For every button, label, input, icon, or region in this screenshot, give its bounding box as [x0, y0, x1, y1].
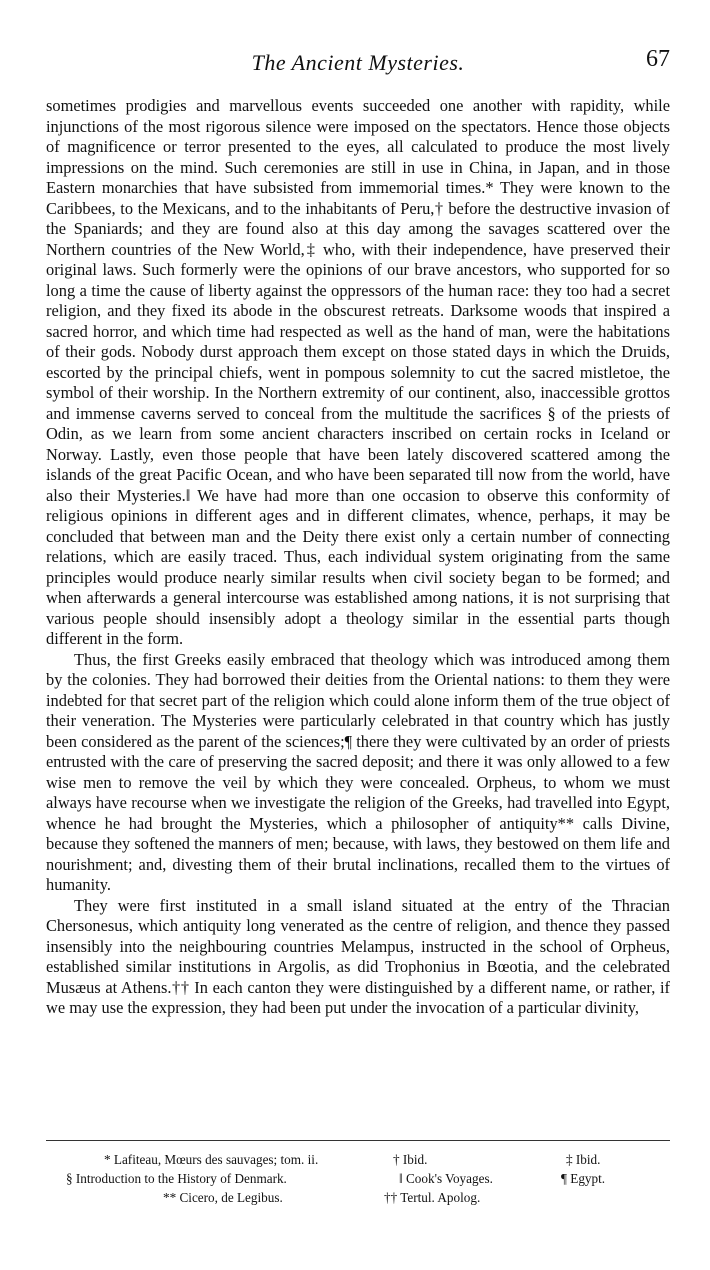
paragraph-3: They were first instituted in a small island situated at the entry of the Thracian Chersonesus, which antiquity long venerated as the centre of religion, and thence they passed insensibly into the neighbouring countries Melampus, instructed in the school of Orpheus, established similar institutions in Argolis, as did Trophonius in Bœotia, and the celebrated Musæus at Athens.†† In each canton they were distinguished by a different name, or rather, if we may use the expression, they had been put under the invocation of a particular divinity,: [46, 895, 670, 1017]
footnote-parallel: ‖ Cook's Voyages.: [399, 1171, 493, 1186]
paragraph-2: Thus, the first Greeks easily embraced that theology which was introduced among them by the colonies. They had borrowed their deities from the Oriental nations: to them they were indebted for that secret part of the religion which could alone inform them of the true object of their veneration. The Mysteries were particularly celebrated in that country which has justly been considered as the parent of the sciences;¶ there they were cultivated by an order of priests entrusted with the care of preserving the sacred deposit; and there it was only allowed to a few wise men to remove the veil by which they were concealed. Orpheus, to whom we must always have recourse when we investigate the religion of the Greeks, had travelled into Egypt, whence he had brought the Mysteries, which a philosopher of antiquity** calls Divine, because they softened the manners of men; because, with laws, they bestowed on them life and nourishment; and, divesting them of their brutal inclinations, recalled them to the virtues of humanity.: [46, 649, 670, 894]
footnote-section: § Introduction to the History of Denmark.: [66, 1171, 287, 1186]
footnote-divider: [46, 1140, 670, 1141]
footnote-row: [46, 1188, 670, 1207]
footnote-pilcrow: ¶ Egypt.: [561, 1171, 606, 1186]
footnote-double-asterisk: ** Cicero, de Legibus.: [163, 1190, 283, 1205]
page-number: 67: [646, 46, 670, 72]
footnotes: [46, 1150, 670, 1207]
footnote-row: [46, 1169, 670, 1188]
footnote-asterisk: * Lafiteau, Mœurs des sauvages; tom. ii.: [104, 1152, 319, 1167]
footnote-row: [46, 1150, 670, 1169]
running-title: The Ancient Mysteries.: [251, 50, 465, 75]
page-header: [46, 42, 670, 82]
footnote-double-dagger-pair: †† Tertul. Apolog.: [384, 1190, 481, 1205]
paragraph-1: sometimes prodigies and marvellous events succeeded one another with rapidity, while injunctions of the most rigorous silence were imposed on the spectators. Hence those objects of magnificence or terror presented to the eyes, all calculated to produce the most lively impressions on the mind. Such ceremonies are still in use in China, in Japan, and in those Eastern monarchies that have subsisted from immemorial times.* They were known to the Caribbees, to the Mexicans, and to the inhabitants of Peru,† before the destructive invasion of the Spaniards; and they are found also at this day among the savages scattered over the Northern countries of the New World,‡ who, with their independence, have preserved their original laws. Such formerly were the opinions of our brave ancestors, who supported for so long a time the cause of liberty against the oppressors of the human race: they too had a secret religion, and they fixed its abode in the obscurest retreats. Darksome woods that inspired a sacred horror, and which time had respected as well as the hand of man, were the habitations of their gods. Nobody durst approach them except on those stated days in which the Druids, escorted by the principal chiefs, went in pompous solemnity to cut the sacred mistletoe, the symbol of their worship. In the Northern extremity of our continent, also, inaccessible grottos and immense caverns served to conceal from the multitude the sacrifices § of the priests of Odin, as we learn from some ancient characters inscribed on certain rocks in Iceland or Norway. Lastly, even those people that have been lately discovered scattered among the islands of the great Pacific Ocean, and who have been separated till now from the world, have also their Mysteries.‖ We have had more than one occasion to observe this conformity of religious opinions in different ages and in different climates, whence, perhaps, it may be concluded that between man and the Deity there exist only a certain number of connecting relations, which are easily traced. Thus, each individual system originating from the same principles would produce nearly similar results when civil society began to be formed; and when afterwards a general intercourse was established among nations, it is not surprising that various people should insensibly adopt a theology similar in the essential parts though different in the form.: [46, 96, 670, 648]
main-text: [46, 96, 670, 1019]
footnote-dagger: † Ibid.: [393, 1152, 428, 1167]
footnote-double-dagger: ‡ Ibid.: [566, 1152, 601, 1167]
